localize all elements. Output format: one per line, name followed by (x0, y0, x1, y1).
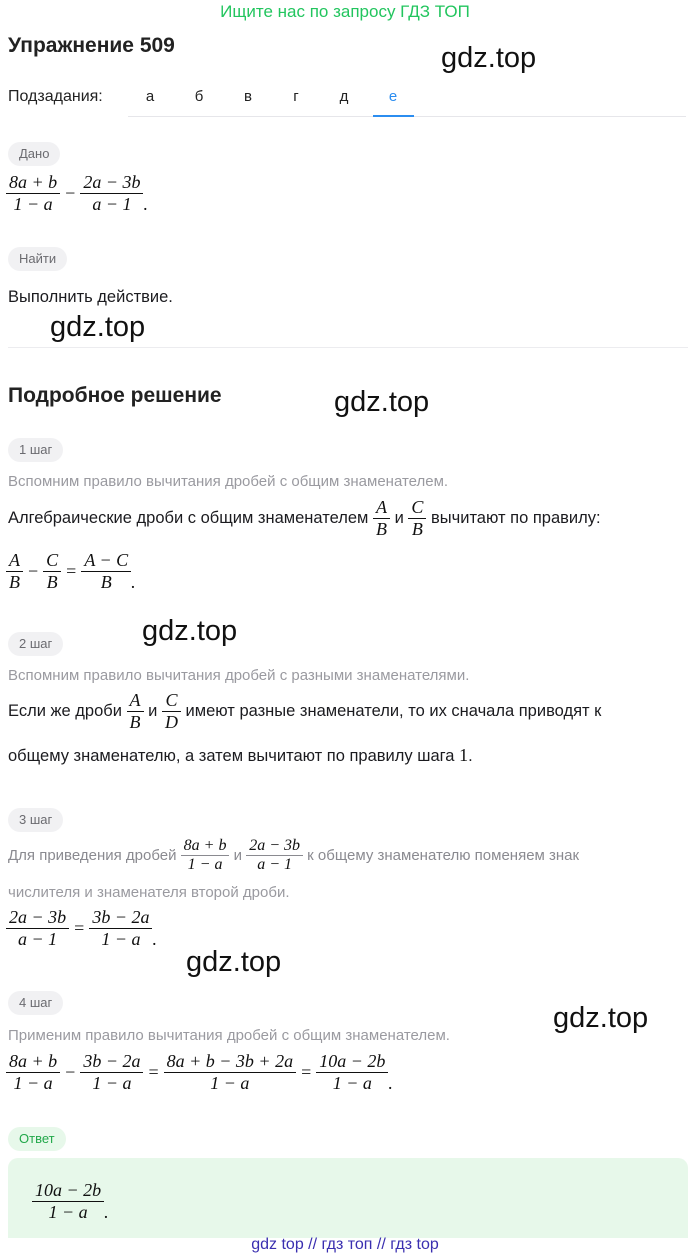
solution-heading: Подробное решение (8, 384, 222, 407)
given-badge: Дано (8, 142, 60, 166)
subtasks-label: Подзадания: (8, 88, 103, 105)
answer-box (8, 1158, 688, 1238)
step-2-badge: 2 шаг (8, 632, 63, 656)
step-4-hint: Применим правило вычитания дробей с общим знаменателем. (8, 1027, 450, 1044)
watermark: gdz.top (142, 615, 238, 647)
tab-d[interactable]: д (339, 88, 349, 105)
footer-link-3[interactable]: гдз top (390, 1236, 439, 1253)
watermark: gdz.top (50, 311, 146, 343)
answer-expression: $\frac{10a - 2b}{1 - a}$ . (32, 1180, 109, 1223)
step-1-badge: 1 шаг (8, 438, 63, 462)
footer-links (0, 1236, 690, 1254)
watermark: gdz.top (186, 946, 282, 978)
step-1-formula: $\frac{A}{B}$ − $\frac{C}{B}$ = $\frac{A - C}{B}$ . (6, 550, 136, 593)
promo-banner[interactable]: Ищите нас по запросу ГДЗ ТОП (220, 2, 470, 21)
section-divider (8, 347, 688, 348)
footer-link-2[interactable]: гдз топ (321, 1236, 373, 1253)
page-title: Упражнение 509 (8, 34, 175, 57)
step-3-badge: 3 шаг (8, 808, 63, 832)
given-expression: $\frac{8a + b}{1 - a}$ − $\frac{2a - 3b}{a - 1}$ . (6, 172, 148, 215)
step-4-badge: 4 шаг (8, 991, 63, 1015)
step-1-hint: Вспомним правило вычитания дробей с общим знаменателем. (8, 473, 449, 490)
answer-badge: Ответ (8, 1127, 66, 1151)
tab-e[interactable]: е (388, 88, 398, 105)
watermark: gdz.top (334, 386, 430, 418)
step-3-hint-line2: числителя и знаменателя второй дроби. (8, 884, 290, 901)
tab-g[interactable]: г (293, 88, 299, 105)
watermark: gdz.top (441, 42, 537, 74)
watermark: gdz.top (553, 1002, 649, 1034)
tab-b[interactable]: б (194, 88, 204, 105)
step-1-text: Алгебраические дроби с общим знаменателем $\frac{A}{B}$ и $\frac{C}{B}$ вычитают по правилу: (8, 497, 601, 539)
step-2-text-line2: общему знаменателю, а затем вычитают по правилу шага 1. (8, 745, 473, 765)
footer-separator: // (376, 1236, 386, 1253)
active-tab-indicator (373, 115, 414, 117)
subtask-tabs (128, 80, 686, 117)
step-4-formula: $\frac{8a + b}{1 - a}$ − $\frac{3b - 2a}{1 - a}$ = $\frac{8a + b - 3b + 2a}{1 - a}$ = $\frac{10a - 2b}{1 - a}$ . (6, 1051, 393, 1094)
footer-link-1[interactable]: gdz top (251, 1236, 304, 1253)
footer-separator: // (308, 1236, 318, 1253)
find-text: Выполнить действие. (8, 288, 173, 306)
tab-v[interactable]: в (244, 88, 252, 105)
find-badge: Найти (8, 247, 67, 271)
tab-a[interactable]: а (145, 88, 155, 105)
step-2-hint: Вспомним правило вычитания дробей с разными знаменателями. (8, 667, 470, 684)
step-3-hint: Для приведения дробей $\frac{8a + b}{1 - a}$ и $\frac{2a - 3b}{a - 1}$ к общему знаменателю поменяем знак (8, 837, 580, 873)
step-3-formula: $\frac{2a - 3b}{a - 1}$ = $\frac{3b - 2a}{1 - a}$ . (6, 907, 157, 950)
step-2-text: Если же дроби $\frac{A}{B}$ и $\frac{C}{D}$ имеют разные знаменатели, то их сначала приводят к (8, 690, 602, 732)
